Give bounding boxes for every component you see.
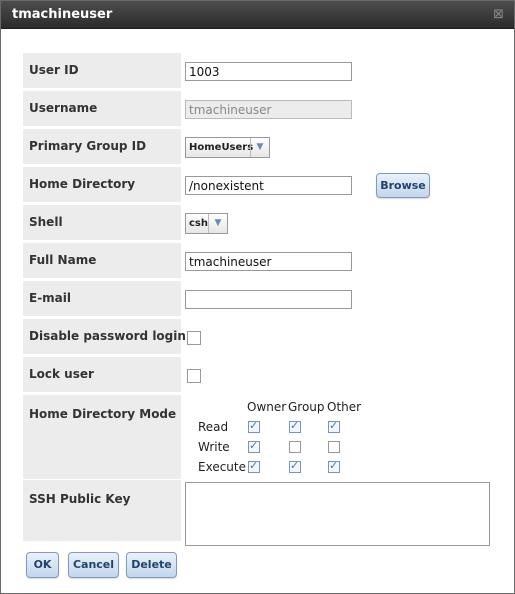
email-label: E-mail: [29, 291, 72, 305]
disable-password-checkbox[interactable]: [187, 331, 201, 345]
close-icon[interactable]: ⊠: [493, 7, 504, 22]
mode-col-group: Group: [288, 400, 325, 414]
username-row: [23, 91, 493, 126]
shell-select[interactable]: [185, 213, 228, 234]
disable-password-row: [23, 319, 493, 354]
mode-row-write: Write: [198, 440, 230, 454]
user-id-row: [23, 53, 493, 88]
home-directory-row: [23, 167, 493, 202]
mode-checkbox-write-other[interactable]: [328, 441, 340, 453]
chevron-down-icon[interactable]: ▼: [250, 138, 269, 157]
mode-checkbox-execute-group[interactable]: [289, 461, 301, 473]
browse-button[interactable]: Browse: [376, 173, 430, 198]
mode-checkbox-execute-owner[interactable]: [248, 461, 260, 473]
shell-value: csh: [189, 218, 208, 229]
shell-row: [23, 205, 493, 240]
email-row: [23, 281, 493, 316]
delete-button[interactable]: Delete: [126, 552, 177, 578]
mode-checkbox-read-owner[interactable]: [248, 421, 260, 433]
mode-col-other: Other: [327, 400, 362, 414]
user-id-input[interactable]: [185, 62, 352, 81]
ssh-key-label: SSH Public Key: [29, 492, 131, 506]
mode-checkbox-write-group[interactable]: [289, 441, 301, 453]
full-name-row: [23, 243, 493, 278]
primary-group-value: HomeUsers: [189, 142, 254, 153]
mode-col-owner: Owner: [247, 400, 287, 414]
lock-user-label: Lock user: [29, 367, 94, 381]
full-name-label: Full Name: [29, 253, 97, 267]
mode-checkbox-execute-other[interactable]: [328, 461, 340, 473]
disable-password-label: Disable password login: [29, 329, 186, 343]
mode-checkbox-write-owner[interactable]: [248, 441, 260, 453]
cancel-button[interactable]: Cancel: [68, 552, 119, 578]
mode-checkbox-read-group[interactable]: [289, 421, 301, 433]
home-dir-mode-label: Home Directory Mode: [29, 407, 177, 421]
primary-group-select[interactable]: [185, 137, 270, 158]
shell-label: Shell: [29, 215, 63, 229]
ssh-key-row: [23, 480, 181, 541]
mode-row-read: Read: [198, 420, 229, 434]
title-bar[interactable]: [1, 1, 514, 29]
mode-row-execute: Execute: [198, 460, 246, 474]
ok-button[interactable]: OK: [26, 552, 59, 578]
full-name-input[interactable]: [185, 252, 352, 271]
dialog-title: tmachineuser: [12, 7, 113, 22]
dialog-content: [1, 29, 514, 593]
lock-user-row: [23, 357, 493, 392]
ssh-key-textarea[interactable]: [185, 482, 490, 546]
lock-user-checkbox[interactable]: [187, 369, 201, 383]
username-input: [185, 100, 352, 119]
chevron-down-icon[interactable]: ▼: [208, 214, 227, 233]
email-input[interactable]: [185, 290, 352, 309]
user-id-label: User ID: [29, 63, 79, 77]
username-label: Username: [29, 101, 98, 115]
mode-checkbox-read-other[interactable]: [328, 421, 340, 433]
primary-group-row: [23, 129, 493, 164]
primary-group-label: Primary Group ID: [29, 139, 147, 153]
home-directory-label: Home Directory: [29, 177, 136, 191]
home-dir-mode-row: [23, 395, 181, 479]
home-directory-input[interactable]: [185, 176, 352, 195]
